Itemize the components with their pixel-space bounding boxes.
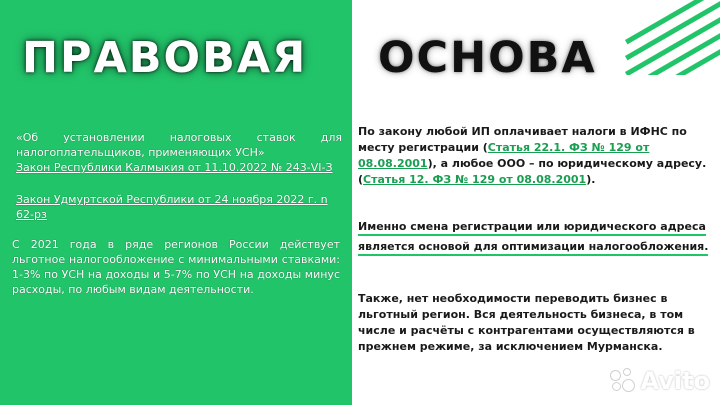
law-kalmykia: Закон Республики Калмыкия от 11.10.2022 № 243-VI-З [16, 161, 333, 174]
p1-text-c: ). [586, 173, 596, 186]
p2-line-1: Именно смена регистрации или юридического адреса [358, 220, 706, 236]
decorative-stripes [605, 0, 720, 75]
right-paragraph-3: Также, нет необходимости переводить бизнес в льготный регион. Вся деятельность бизнеса, в том числе и расчёты с контрагентами осуществляются в прежнем режиме, за исключением Мурманска. [358, 292, 695, 353]
law-udmurtia: Закон Удмуртской Республики от 24 ноября 2022 г. n 62-рз [16, 193, 328, 221]
avito-logo-icon [610, 368, 636, 394]
p1-text-b: ), а любое ООО – по юридическому адресу. ( [358, 157, 707, 186]
law-quote: «Об установлении налоговых ставок для налогоплательщиков, применяющих УСН» [16, 131, 342, 159]
avito-watermark-text: Avito [640, 367, 710, 395]
p1-link-article-22[interactable]: Статья 22.1. ФЗ № 129 от 08.08.2001 [358, 141, 650, 170]
right-paragraph-1 [358, 124, 714, 188]
title-left: ПРАВОВАЯ [22, 33, 308, 83]
right-paragraph-2 [358, 219, 718, 255]
p1-link-article-12[interactable]: Статья 12. ФЗ № 129 от 08.08.2001 [363, 173, 587, 186]
title-right: ОСНОВА [378, 33, 597, 83]
left-body-text: С 2021 года в ряде регионов России действует льготное налогообложение с минимальными ставками: 1-3% по УСН на доходы и 5-7% по УСН на доходы минус расходы, по любым видам деятельности. [12, 238, 340, 296]
p2-line-2: является основой для оптимизации налогообложения. [358, 240, 708, 256]
avito-watermark [610, 367, 710, 395]
p1-text-a: По закону любой ИП оплачивает налоги в ИФНС по месту регистрации ( [358, 125, 687, 154]
